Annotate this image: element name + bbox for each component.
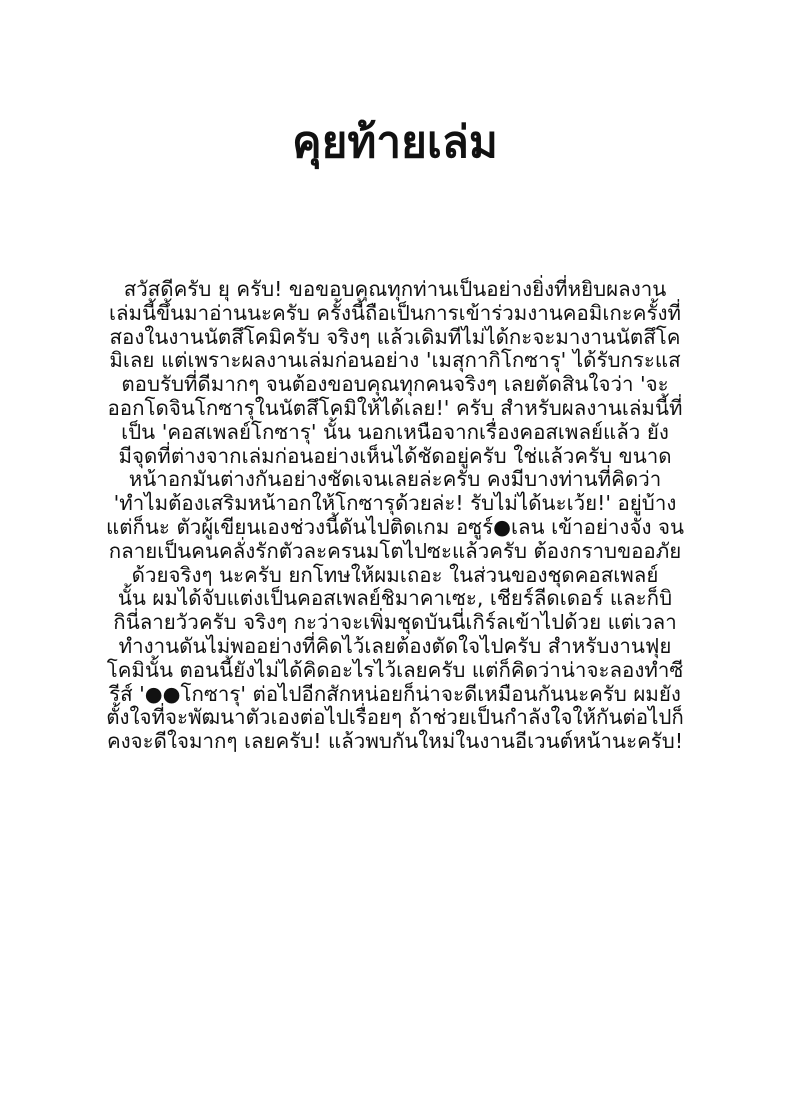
- body-line: ออกโดจินโกซารุในนัตสึโคมิให้ได้เลย!' ครับ สำหรับผลงานเล่มนี้ที่: [107, 395, 683, 420]
- body-line: 'ทำไมต้องเสริมหน้าอกให้โกซารุด้วยล่ะ! รับไม่ได้นะเว้ย!' อยู่บ้าง: [113, 491, 677, 516]
- body-line: มีจุดที่ต่างจากเล่มก่อนอย่างเห็นได้ชัดอยู่ครับ ใช่แล้วครับ ขนาด: [118, 443, 672, 468]
- body-line: คงจะดีใจมากๆ เลยครับ! แล้วพบกันใหม่ในงานอีเวนต์หน้านะครับ!: [106, 729, 684, 754]
- body-line: มิเลย แต่เพราะผลงานเล่มก่อนอย่าง 'เมสุกากิโกซารุ' ได้รับกระแส: [109, 348, 681, 373]
- body-line: ทำงานดันไม่พออย่างที่คิดไว้เลยต้องตัดใจไปครับ สำหรับงานฟุย: [118, 633, 672, 658]
- body-line: กลายเป็นคนคลั่งรักตัวละครนมโตไปซะแล้วครับ ต้องกราบขออภัย: [108, 538, 682, 563]
- body-line: ตั้งใจที่จะพัฒนาตัวเองต่อไปเรื่อยๆ ถ้าช่วยเป็นกำลังใจให้กันต่อไปก็: [106, 705, 684, 730]
- afterword-body: [70, 278, 720, 754]
- body-line: รีส์ '●●โกซารุ' ต่อไปอีกสักหน่อยก็น่าจะดีเหมือนกันนะครับ ผมยัง: [109, 681, 681, 706]
- body-line: หน้าอกมันต่างกันอย่างชัดเจนเลยล่ะครับ คงมีบางท่านที่คิดว่า: [128, 467, 662, 492]
- body-line: สองในงานนัตสึโคมิครับ จริงๆ แล้วเดิมทีไม่ได้กะจะมางานนัตสึโค: [109, 324, 681, 349]
- page-title: คุยท้ายเล่ม: [292, 117, 498, 168]
- body-line: โคมินั้น ตอนนี้ยังไม่ได้คิดอะไรไว้เลยครับ แต่ก็คิดว่าน่าจะลองทำซี: [106, 657, 684, 682]
- body-line: กินี่ลายวัวครับ จริงๆ กะว่าจะเพิ่มชุดบันนี่เกิร์ลเข้าไปด้วย แต่เวลา: [113, 610, 677, 635]
- body-line: นั้น ผมได้จับแต่งเป็นคอสเพลย์ชิมาคาเซะ, เชียร์ลีดเดอร์ และก็บิ: [117, 586, 673, 611]
- body-line: เล่มนี้ขึ้นมาอ่านนะครับ ครั้งนี้ถือเป็นการเข้าร่วมงานคอมิเกะครั้งที่: [108, 300, 682, 325]
- body-line: เป็น 'คอสเพลย์โกซารุ' นั้น นอกเหนือจากเรื่องคอสเพลย์แล้ว ยัง: [121, 419, 669, 444]
- body-line: ตอบรับที่ดีมากๆ จนต้องขอบคุณทุกคนจริงๆ เลยตัดสินใจว่า 'จะ: [121, 372, 669, 397]
- body-line: สวัสดีครับ ยุ ครับ! ขอขอบคุณทุกท่านเป็นอย่างยิ่งที่หยิบผลงาน: [123, 277, 667, 301]
- body-line: แต่ก็นะ ตัวผู้เขียนเองช่วงนี้ดันไปติดเกม อซูร์●เลน เข้าอย่างจัง จน: [105, 514, 685, 539]
- body-line: ด้วยจริงๆ นะครับ ยกโทษให้ผมเถอะ ในส่วนของชุดคอสเพลย์: [131, 562, 659, 587]
